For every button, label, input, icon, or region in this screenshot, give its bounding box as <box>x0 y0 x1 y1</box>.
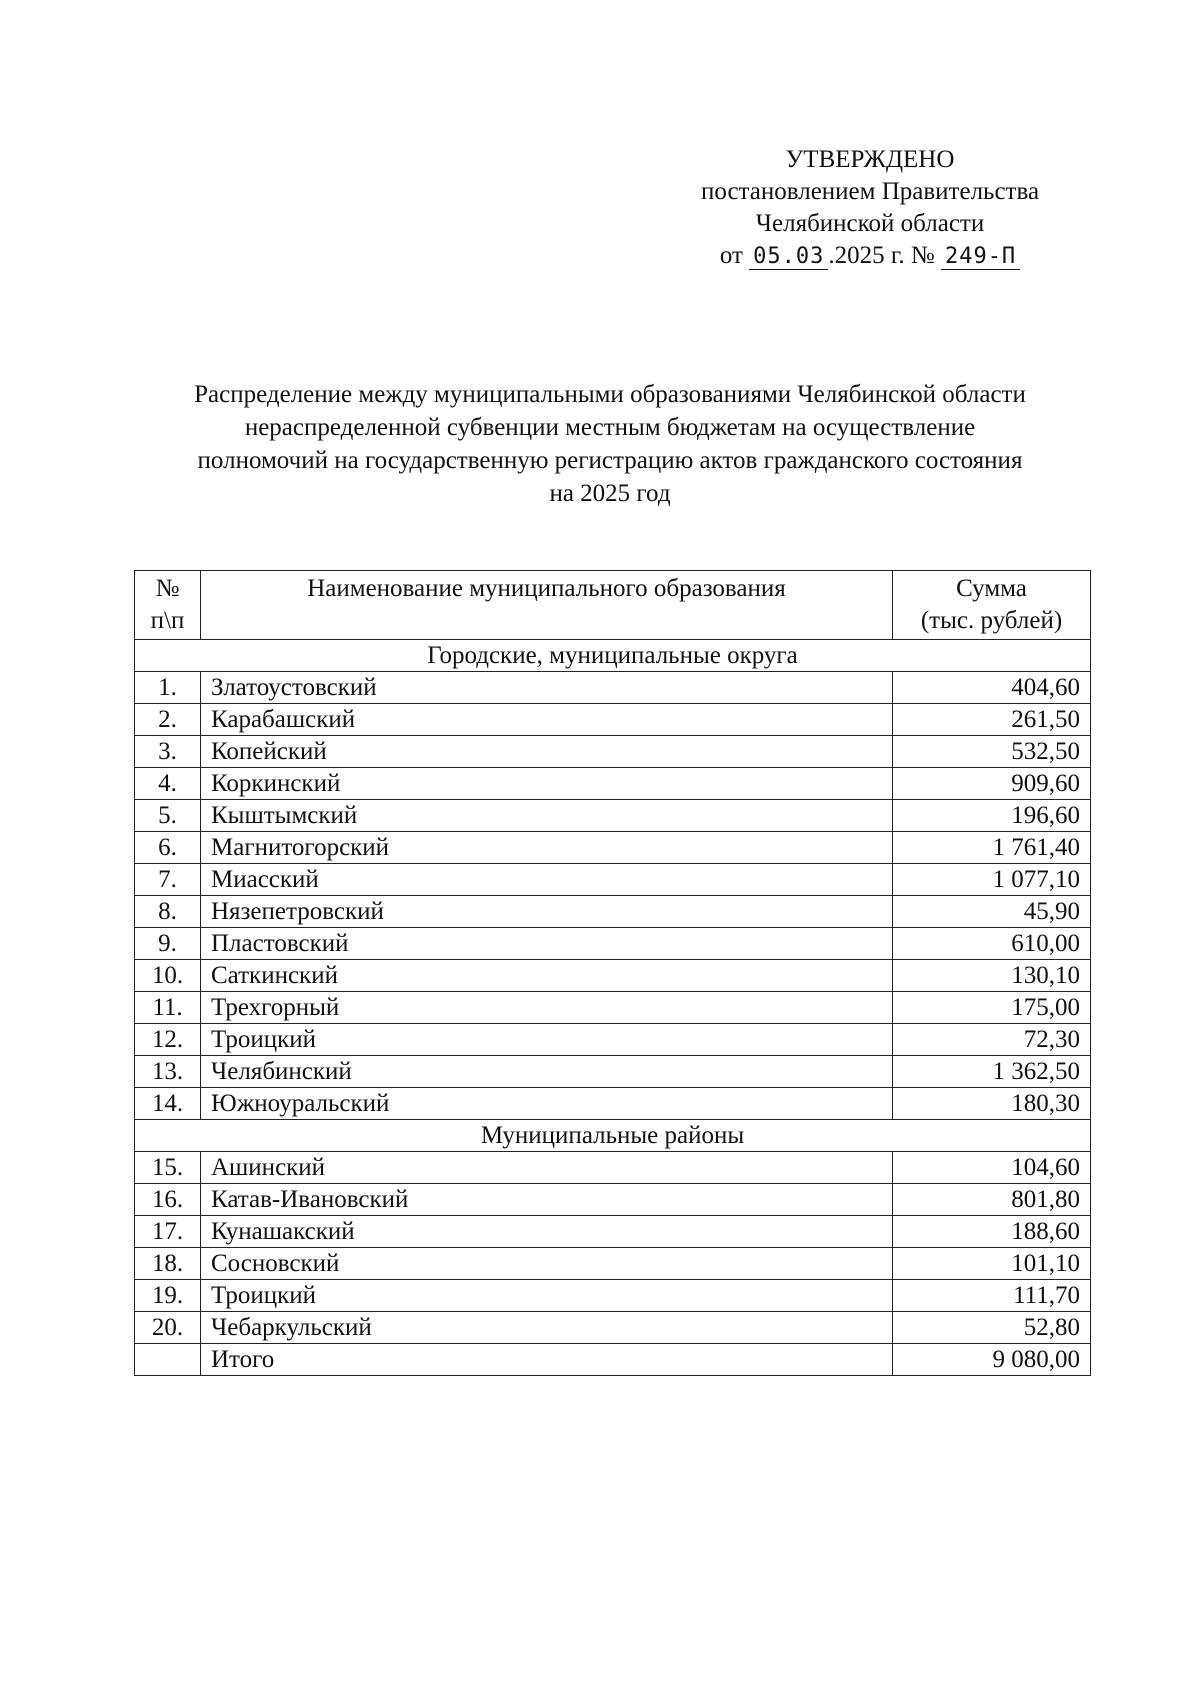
section-row <box>135 640 1091 672</box>
row-number: 12. <box>135 1024 201 1056</box>
distribution-table <box>134 570 1091 1376</box>
row-amount: 801,80 <box>893 1184 1091 1216</box>
row-amount: 175,00 <box>893 992 1091 1024</box>
row-number: 17. <box>135 1216 201 1248</box>
row-amount: 72,30 <box>893 1024 1091 1056</box>
row-municipality-name: Трехгорный <box>201 992 893 1024</box>
approval-block <box>620 144 1120 273</box>
row-amount: 909,60 <box>893 768 1091 800</box>
row-municipality-name: Кыштымский <box>201 800 893 832</box>
row-municipality-name: Троицкий <box>201 1280 893 1312</box>
row-municipality-name: Челябинский <box>201 1056 893 1088</box>
row-municipality-name: Коркинский <box>201 768 893 800</box>
row-number: 19. <box>135 1280 201 1312</box>
header-name: Наименование муниципального образования <box>201 571 893 640</box>
row-municipality-name: Сосновский <box>201 1248 893 1280</box>
table-row <box>135 864 1091 896</box>
row-number: 8. <box>135 896 201 928</box>
table-row <box>135 960 1091 992</box>
section-urban-districts: Городские, муниципальные округа <box>135 640 1091 672</box>
header-sum-line2: (тыс. рублей) <box>920 607 1063 634</box>
row-number: 6. <box>135 832 201 864</box>
row-municipality-name: Катав-Ивановский <box>201 1184 893 1216</box>
row-municipality-name: Троицкий <box>201 1024 893 1056</box>
row-municipality-name: Копейский <box>201 736 893 768</box>
row-number: 2. <box>135 704 201 736</box>
row-amount: 610,00 <box>893 928 1091 960</box>
table-row <box>135 1088 1091 1120</box>
table-row <box>135 832 1091 864</box>
row-amount: 1 761,40 <box>893 832 1091 864</box>
table-row <box>135 736 1091 768</box>
table-row <box>135 768 1091 800</box>
row-municipality-name: Миасский <box>201 864 893 896</box>
approval-line-region: Челябинской области <box>755 210 985 237</box>
row-municipality-name: Чебаркульский <box>201 1312 893 1344</box>
header-number <box>135 571 201 640</box>
row-amount: 1 077,10 <box>893 864 1091 896</box>
table-row <box>135 1216 1091 1248</box>
row-amount: 196,60 <box>893 800 1091 832</box>
row-amount: 180,30 <box>893 1088 1091 1120</box>
row-number: 5. <box>135 800 201 832</box>
row-number: 20. <box>135 1312 201 1344</box>
table-row <box>135 704 1091 736</box>
row-municipality-name: Нязепетровский <box>201 896 893 928</box>
row-number: 15. <box>135 1152 201 1184</box>
row-municipality-name: Пластовский <box>201 928 893 960</box>
row-number: 13. <box>135 1056 201 1088</box>
document-title <box>130 378 1090 510</box>
total-row <box>135 1344 1091 1376</box>
row-number: 10. <box>135 960 201 992</box>
section-row <box>135 1120 1091 1152</box>
header-sum <box>893 571 1091 640</box>
title-line-3: полномочий на государственную регистрацию актов гражданского состояния <box>197 447 1023 474</box>
header-sum-line1: Сумма <box>956 575 1027 602</box>
row-amount: 1 362,50 <box>893 1056 1091 1088</box>
row-number: 3. <box>135 736 201 768</box>
row-amount: 104,60 <box>893 1152 1091 1184</box>
row-number: 4. <box>135 768 201 800</box>
row-municipality-name: Златоустовский <box>201 672 893 704</box>
table-row <box>135 672 1091 704</box>
row-amount: 45,90 <box>893 896 1091 928</box>
table-row <box>135 1184 1091 1216</box>
date-suffix: .2025 г. № <box>828 242 935 269</box>
table-row <box>135 1280 1091 1312</box>
title-line-2: нераспределенной субвенции местным бюджетам на осуществление <box>244 414 976 441</box>
row-number: 14. <box>135 1088 201 1120</box>
approval-dateline <box>720 240 1020 273</box>
total-number <box>135 1344 201 1376</box>
row-amount: 111,70 <box>893 1280 1091 1312</box>
total-amount: 9 080,00 <box>893 1344 1091 1376</box>
table-header-row <box>135 571 1091 640</box>
row-municipality-name: Южноуральский <box>201 1088 893 1120</box>
row-number: 16. <box>135 1184 201 1216</box>
header-number-line1: № <box>155 575 180 602</box>
table-row <box>135 1312 1091 1344</box>
table-row <box>135 1152 1091 1184</box>
date-prefix: от <box>719 242 743 269</box>
title-line-4: на 2025 год <box>549 480 671 507</box>
row-number: 9. <box>135 928 201 960</box>
date-value: 05.03 <box>749 244 828 270</box>
row-amount: 101,10 <box>893 1248 1091 1280</box>
row-amount: 532,50 <box>893 736 1091 768</box>
table-row <box>135 992 1091 1024</box>
table-row <box>135 1248 1091 1280</box>
resolution-number: 249-П <box>941 244 1020 270</box>
table-row <box>135 928 1091 960</box>
approval-heading: УТВЕРЖДЕНО <box>785 146 955 173</box>
section-municipal-districts: Муниципальные районы <box>135 1120 1091 1152</box>
title-line-1: Распределение между муниципальными образованиями Челябинской области <box>194 381 1026 408</box>
row-amount: 404,60 <box>893 672 1091 704</box>
row-amount: 261,50 <box>893 704 1091 736</box>
row-number: 1. <box>135 672 201 704</box>
total-label: Итого <box>201 1344 893 1376</box>
row-amount: 52,80 <box>893 1312 1091 1344</box>
table-row <box>135 896 1091 928</box>
table-row <box>135 1056 1091 1088</box>
row-number: 18. <box>135 1248 201 1280</box>
table-row <box>135 1024 1091 1056</box>
row-number: 7. <box>135 864 201 896</box>
row-municipality-name: Саткинский <box>201 960 893 992</box>
row-amount: 130,10 <box>893 960 1091 992</box>
approval-line-resolution: постановлением Правительства <box>700 178 1040 205</box>
row-municipality-name: Карабашский <box>201 704 893 736</box>
row-number: 11. <box>135 992 201 1024</box>
header-number-line2: п\п <box>150 607 185 634</box>
row-amount: 188,60 <box>893 1216 1091 1248</box>
table-row <box>135 800 1091 832</box>
row-municipality-name: Ашинский <box>201 1152 893 1184</box>
row-municipality-name: Кунашакский <box>201 1216 893 1248</box>
row-municipality-name: Магнитогорский <box>201 832 893 864</box>
